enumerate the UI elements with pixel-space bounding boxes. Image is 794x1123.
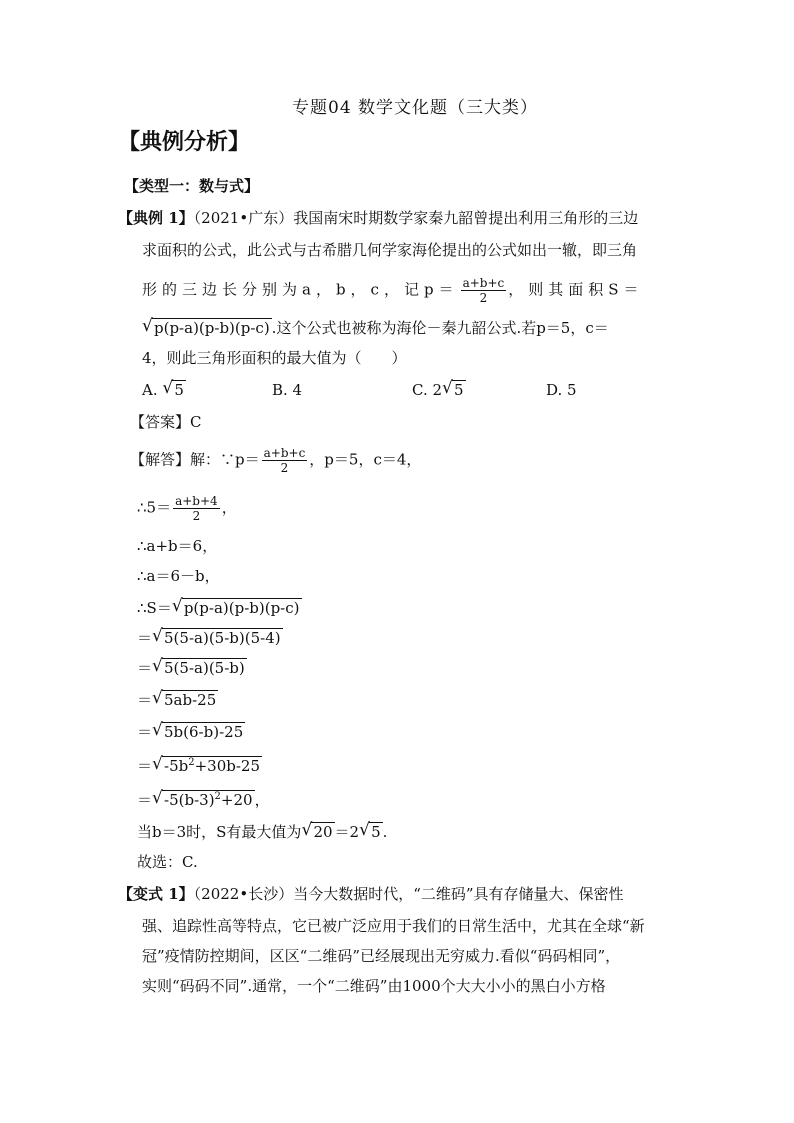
- solution-line2: ∴5＝ $\frac{a+b+4}{2}$ ，: [137, 494, 237, 523]
- solution-line4: ∴a＝6－b，: [137, 567, 220, 585]
- solution-line7: ＝ √ 5(5-a)(5-b): [137, 656, 245, 677]
- solution-line13: 故选：C.: [137, 853, 198, 871]
- solution-line5: ∴S＝ √ p(p-a)(p-b)(p-c): [137, 596, 300, 617]
- page-title: 专题04 数学文化题（三大类）: [292, 98, 539, 118]
- fraction: $\frac{a+b+c}{2}$: [263, 446, 306, 475]
- fraction: $\frac{a+b+c}{2}$: [462, 276, 505, 305]
- sqrt-expression: √ p(p-a)(p-b)(p-c): [142, 316, 270, 337]
- solution-line3: ∴a+b＝6，: [137, 537, 218, 555]
- fraction: $\frac{a+b+4}{2}$: [175, 494, 218, 523]
- option-b: B. 4: [272, 381, 303, 399]
- option-d: D. 5: [546, 381, 577, 399]
- example1-label: 【典例 1】: [118, 209, 194, 227]
- solution-line10: ＝ √ $-5b^2+30b-25$: [137, 754, 261, 775]
- option-a: A. √ 5: [142, 378, 184, 399]
- variant1-line4: 实则“码码不同”.通常，一个“二维码”由1000个大大小小的黑白小方格: [142, 977, 606, 995]
- option-c: C. 2 √ 5: [412, 378, 464, 399]
- example1-line5: 4，则此三角形面积的最大值为（ ）: [142, 349, 407, 367]
- solution-line11: ＝ √ $-5(b-3)^2+20$ ，: [137, 788, 270, 809]
- solution-line6: ＝ √ 5(5-a)(5-b)(5-4): [137, 626, 281, 647]
- example1-line2: 求面积的公式，此公式与古希腊几何学家海伦提出的公式如出一辙，即三角: [142, 241, 638, 259]
- solution-line1: 【解答】解：∵p＝ $\frac{a+b+c}{2}$ ，p＝5，c＝4，: [130, 446, 422, 475]
- example1-line4: √ p(p-a)(p-b)(p-c) .这个公式也被称为海伦－秦九韶公式.若p＝5，c＝: [142, 316, 609, 337]
- solution-line9: ＝ √ 5b(6-b)-25: [137, 720, 244, 741]
- answer: 【答案】C: [130, 413, 202, 431]
- solution-line8: ＝ √ 5ab-25: [137, 688, 217, 709]
- variant1-line1: 【变式 1】（2022•长沙）当今大数据时代，“二维码”具有存储量大、保密性: [118, 885, 624, 903]
- solution-label: 【解答】解：: [130, 450, 221, 469]
- example1-line1: 【典例 1】（2021•广东）我国南宋时期数学家秦九韶曾提出利用三角形的三边: [118, 209, 639, 227]
- example1-line3: 形的三边长分别为a，b，c，记p＝ $\frac{a+b+c}{2}$ ，则其面积S＝: [142, 276, 644, 305]
- variant1-line2: 强、追踪性高等特点，它已被广泛应用于我们的日常生活中，尤其在全球“新: [142, 917, 645, 935]
- variant1-line3: 冠”疫情防控期间，区区“二维码”已经展现出无穷威力.看似“码码相同”，: [142, 947, 621, 965]
- type-heading: 【类型一：数与式】: [124, 177, 260, 195]
- solution-line12: 当b＝3时，S有最大值为 √ 20 ＝2 √ 5 .: [137, 820, 388, 841]
- variant1-label: 【变式 1】: [118, 885, 194, 903]
- section-heading: 【典例分析】: [118, 129, 251, 155]
